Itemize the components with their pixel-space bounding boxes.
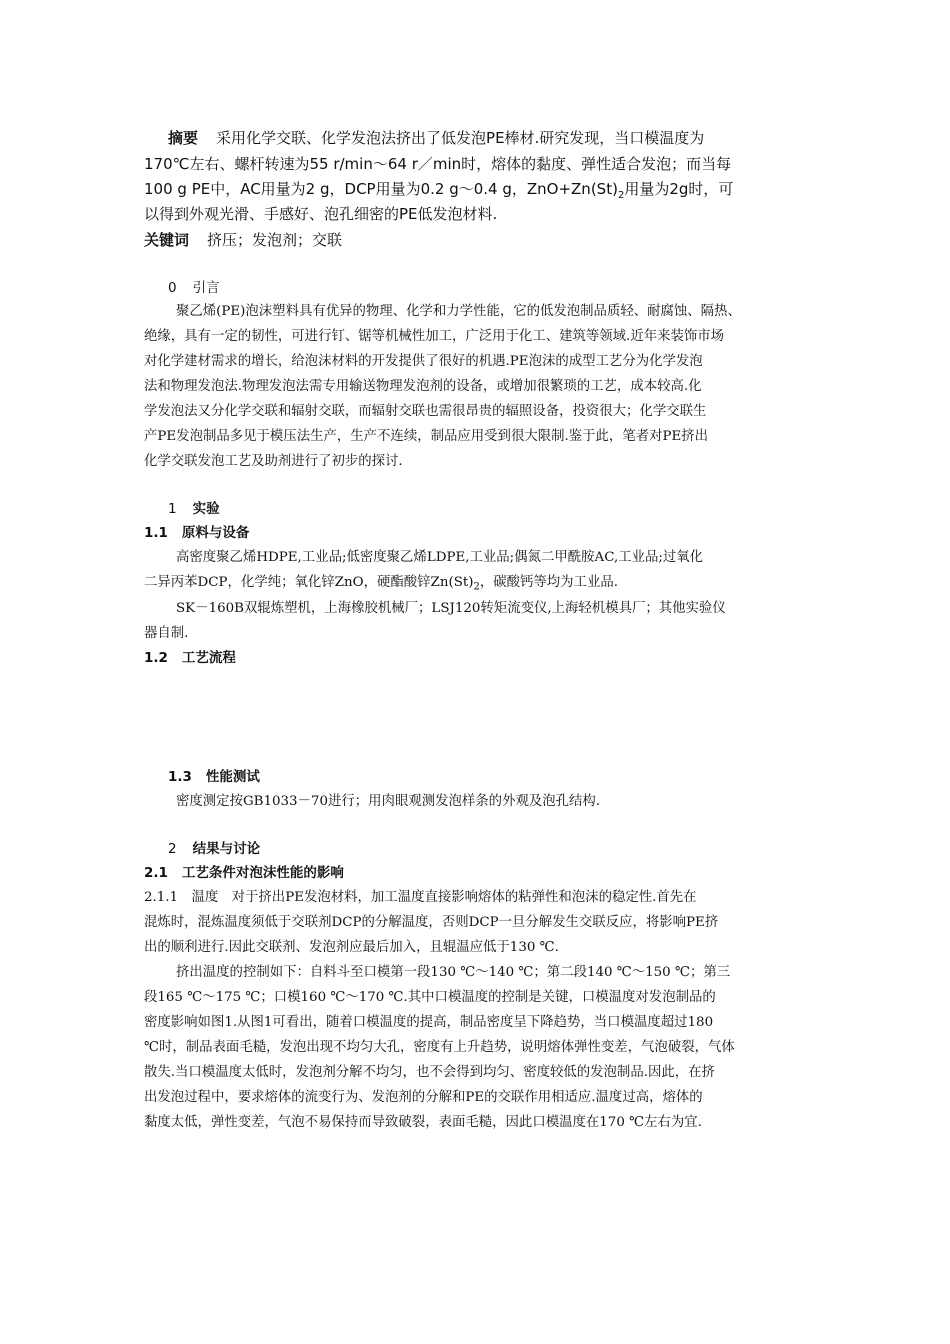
s11-line-2b: ，碳酸钙等均为工业品.: [479, 575, 619, 590]
s21-line-5: 段165 ℃～175 ℃；口模160 ℃～170 ℃.其中口模温度的控制是关键，口模温度对发泡制品的: [144, 990, 716, 1005]
s21-line-3: 出的顺利进行.因此交联剂、发泡剂应最后加入，且辊温应低于130 ℃.: [144, 940, 559, 955]
abstract-label: 摘要: [168, 129, 199, 147]
s13-text: 密度测定按GB1033－70进行；用肉眼观测发泡样条的外观及泡孔结构.: [176, 794, 601, 809]
section-0-title: 引言: [192, 280, 220, 296]
section-2-number: 2: [168, 841, 177, 857]
s11-subscript: 2: [473, 581, 480, 593]
section-0-heading: [168, 276, 220, 296]
abstract-line-4: 以得到外观光滑、手感好、泡孔细密的PE低发泡材料.: [144, 205, 498, 223]
abstract-text-3a: 100 g PE中，AC用量为2 g，DCP用量为0.2 g～0.4 g，ZnO+Zn(St): [144, 180, 618, 198]
abstract-line-1: [168, 127, 704, 148]
s11-line-2a: 二异丙苯DCP，化学纯；氧化锌ZnO，硬酯酸锌Zn(St): [144, 575, 474, 590]
section-1-2-title: 工艺流程: [181, 650, 236, 666]
keywords-text: 挤压；发泡剂；交联: [207, 231, 343, 249]
section-2-1-heading: [144, 861, 344, 881]
abstract-subscript: 2: [617, 190, 625, 201]
s0-line-3: 对化学建材需求的增长，给泡沫材料的开发提供了很好的机遇.PE泡沫的成型工艺分为化学发泡: [144, 354, 703, 369]
section-1-3-heading: [168, 765, 260, 785]
s21-line-9: 出发泡过程中，要求熔体的流变行为、发泡剂的分解和PE的交联作用相适应.温度过高，熔体的: [144, 1090, 703, 1105]
s0-line-1: 聚乙烯(PE)泡沫塑料具有优异的物理、化学和力学性能，它的低发泡制品质轻、耐腐蚀、隔热、: [176, 304, 741, 319]
s21-line-1: 2.1.1 温度 对于挤出PE发泡材料，加工温度直接影响熔体的粘弹性和泡沫的稳定性.首先在: [144, 890, 697, 905]
section-2-1-title: 工艺条件对泡沫性能的影响: [181, 865, 344, 881]
s21-line-10: 黏度太低，弹性变差，气泡不易保持而导致破裂，表面毛糙，因此口模温度在170 ℃左右为宜.: [144, 1115, 702, 1130]
s21-line-2: 混炼时，混炼温度须低于交联剂DCP的分解温度，否则DCP一旦分解发生交联反应，将影响PE挤: [144, 915, 719, 930]
section-1-heading: [168, 497, 220, 517]
s0-line-6: 产PE发泡制品多见于模压法生产，生产不连续，制品应用受到很大限制.鉴于此，笔者对PE挤出: [144, 429, 709, 444]
s11-line-2: [144, 571, 619, 593]
s21-line-4: 挤出温度的控制如下：自料斗至口模第一段130 ℃～140 ℃；第二段140 ℃～150 ℃；第三: [176, 965, 731, 980]
abstract-line-2: 170℃左右、螺杆转速为55 r/min～64 r／min时，熔体的黏度、弹性适合发泡；而当每: [144, 155, 732, 173]
section-1-1-title: 原料与设备: [181, 525, 250, 541]
s0-line-2: 绝缘，具有一定的韧性，可进行钉、锯等机械性加工，广泛用于化工、建筑等领域.近年来装饰市场: [144, 329, 725, 344]
keywords-label: 关键词: [144, 231, 190, 249]
s11-line-3: SK－160B双辊炼塑机，上海橡胶机械厂；LSJ120转矩流变仪,上海轻机模具厂；其他实验仪: [176, 601, 726, 616]
abstract-line-3: [144, 178, 733, 199]
section-2-title: 结果与讨论: [192, 841, 261, 857]
section-1-number: 1: [168, 501, 177, 517]
section-1-1-heading: [144, 521, 249, 541]
s11-line-1: 高密度聚乙烯HDPE,工业品;低密度聚乙烯LDPE,工业品;偶氮二甲酰胺AC,工业品;过氧化: [176, 550, 704, 565]
section-1-3-number: 1.3: [168, 769, 192, 785]
s0-line-7: 化学交联发泡工艺及助剂进行了初步的探讨.: [144, 454, 403, 469]
s21-line-6: 密度影响如图1.从图1可看出，随着口模温度的提高，制品密度呈下降趋势，当口模温度超过180: [144, 1015, 714, 1030]
s21-line-7: ℃时，制品表面毛糙，发泡出现不均匀大孔，密度有上升趋势，说明熔体弹性变差，气泡破裂，气体: [144, 1040, 735, 1055]
section-1-2-heading: [144, 646, 236, 666]
section-1-1-number: 1.1: [144, 525, 168, 541]
abstract-text-3b: 用量为2g时，可: [624, 180, 734, 198]
section-2-1-number: 2.1: [144, 865, 168, 881]
s0-line-5: 学发泡法又分化学交联和辐射交联，而辐射交联也需很昂贵的辐照设备，投资很大；化学交联生: [144, 404, 707, 419]
s21-line-8: 散失.当口模温度太低时，发泡剂分解不均匀，也不会得到均匀、密度较低的发泡制品.因此，在挤: [144, 1065, 715, 1080]
section-1-2-number: 1.2: [144, 650, 168, 666]
keywords-line: [144, 229, 342, 250]
abstract-text-1: 采用化学交联、化学发泡法挤出了低发泡PE棒材.研究发现，当口模温度为: [216, 129, 705, 147]
s11-line-4: 器自制.: [144, 626, 189, 641]
section-2-heading: [168, 837, 260, 857]
section-0-number: 0: [168, 280, 177, 296]
s0-line-4: 法和物理发泡法.物理发泡法需专用输送物理发泡剂的设备，或增加很繁琐的工艺，成本较高.化: [144, 379, 702, 394]
section-1-3-title: 性能测试: [205, 769, 260, 785]
section-1-title: 实验: [192, 501, 220, 517]
